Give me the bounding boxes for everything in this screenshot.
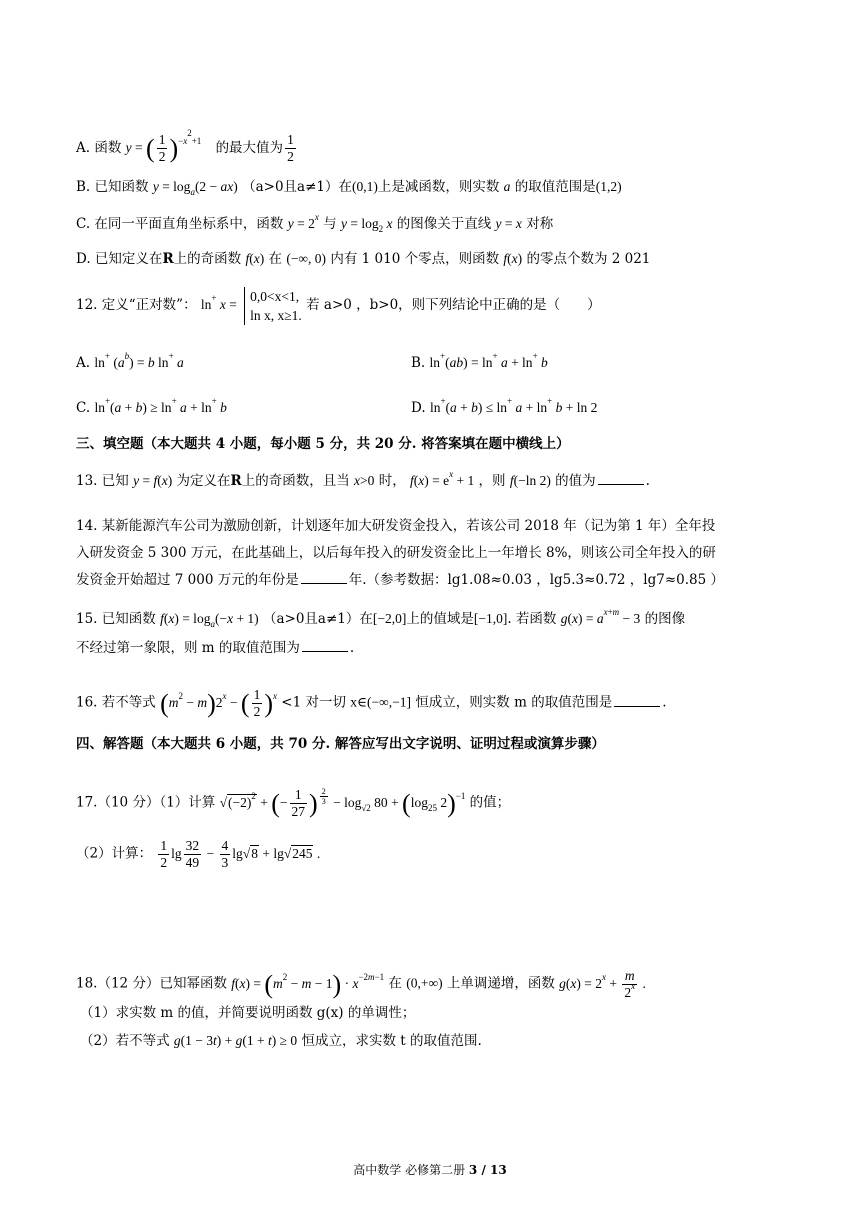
q12-option-b: B. ln+(ab) = ln+ a + ln+ b bbox=[411, 351, 548, 371]
q14-line-2: 入研发资金 5 300 万元，在此基础上，以后每年投入的研发资金比上一年增长 8%，则该公司全年投入的研 bbox=[76, 545, 716, 561]
q11-option-b: B. 已知函数 $y = \log_a(2 - ax)$ （a>0且a≠1）在(0,1)上是减函数，则实数 a 的取值范围是(1,2) bbox=[76, 179, 622, 197]
q14-line-3: 发资金开始超过 7 000 万元的年份是 年.（参考数据：lg1.08≈0.03 ，lg5.3≈0.72 ，lg7≈0.85 ） bbox=[76, 572, 725, 588]
q17-part-2: （2）计算： $\frac{1}{2}$ lg $\frac{32}{49}$ − $\frac{4}{3}$ lg√8 + lg√245 . bbox=[76, 838, 321, 870]
q17-expression: $√(-2)^2$ + (− $\frac{1}{27}$ ) $^{\frac{2}{3}}$ − $\log_{√2} 80 + (\log_{25}$ 2)$^{-1}$ bbox=[219, 787, 466, 819]
q12-option-c: C. ln+(a + b) ≥ ln+ a + ln+ b bbox=[76, 396, 227, 416]
q11-option-d: D. 已知定义在R上的奇函数 f(x) 在 (−∞, 0) 内有 1 010 个零点，则函数 f(x) 的零点个数为 2 021 bbox=[76, 251, 651, 267]
q12-option-a: A. $\ln^+ (a^b) = b$ ln+ a bbox=[76, 351, 184, 371]
section-4-heading: 四、解答题（本大题共 6 小题，共 70 分. 解答应写出文字说明、证明过程或演算步骤） bbox=[76, 736, 605, 752]
q18-part-2: （2）若不等式 g(1 − 3t) + g(1 + t) ≥ 0 恒成立，求实数 t 的取值范围. bbox=[80, 1033, 482, 1049]
q18-stem: 18.（12 分）已知幂函数 $f(x) = (m^2 - m - 1) \cdot x^{-2m-1}$ 在 (0,+∞) 上单调递增，函数 $g(x) = 2^x$ + $\frac{m}{2^x}$ . bbox=[76, 968, 646, 1000]
q16-answer-blank[interactable] bbox=[614, 693, 660, 707]
q18-part-1: （1）求实数 m 的值，并简要说明函数 g(x) 的单调性； bbox=[80, 1005, 416, 1021]
q14-line-1: 14. 某新能源汽车公司为激励创新，计划逐年加大研发资金投入，若该公司 2018 年（记为第 1 年）全年投 bbox=[76, 518, 716, 534]
q17-part-1: 17.（10 分）（1）计算 $√(-2)^2$ + (− $\frac{1}{27}$ ) $^{\frac{2}{3}}$ − $\log_{√2} 80 + (\log_{25}$ 2)$^{-1}$ 的值； bbox=[76, 787, 511, 819]
q13-answer-blank[interactable] bbox=[598, 471, 644, 485]
page-footer: 高中数学 必修第二册 3 / 13 bbox=[353, 1163, 507, 1177]
q11-a-formula: y = ( $\frac{1}{2}$ )$^{-x^2+1}$ bbox=[125, 128, 202, 165]
page-number: 3 / 13 bbox=[468, 1163, 507, 1177]
q11-option-a: A. 函数 y = ( $\frac{1}{2}$ )$^{-x^2+1}$ 的最大值为 $\frac{1}{2}$ bbox=[76, 128, 294, 165]
q12-piecewise: 0,0<x<1, ln x, x≥1. bbox=[244, 287, 302, 325]
q15-line-1: 15. 已知函数 $f(x) = \log_a(-x + 1)$ （a>0且a≠1）在[−2,0]上的值域是[−1,0]. 若函数 $g(x) = a^{x+m} - 3$ 的图像 bbox=[76, 607, 686, 629]
section-3-heading: 三、填空题（本大题共 4 小题，每小题 5 分，共 20 分. 将答案填在题中横线上） bbox=[76, 436, 570, 452]
q15-answer-blank[interactable] bbox=[302, 638, 348, 652]
q11-option-c: C. 在同一平面直角坐标系中，函数 $y = 2^x$ 与 $y = \log_2 x$ 的图像关于直线 y = x 对称 bbox=[76, 212, 554, 234]
q12-stem: 12. 定义“正对数”： ln+ x = 0,0<x<1, ln x, x≥1. 若 a>0 ，b>0，则下列结论中正确的是（ ） bbox=[76, 288, 601, 323]
q14-answer-blank[interactable] bbox=[301, 570, 347, 584]
q13: 13. 已知 y = f(x) 为定义在R上的奇函数，且当 x>0 时， $f(x) = e^x + 1$ ，则 f(−ln 2) 的值为 . bbox=[76, 469, 650, 489]
q16: 16. 若不等式 $(m^2 - m)2^x$ − ( $\frac{1}{2}$ )$^x$ <1 对一切 x∈(−∞,−1] 恒成立，则实数 m 的取值范围是 . bbox=[76, 687, 667, 719]
q15-line-2: 不经过第一象限，则 m 的取值范围为 . bbox=[76, 640, 355, 656]
q12-option-d: D. ln+(a + b) ≤ ln+ a + ln+ b + ln 2 bbox=[411, 396, 598, 416]
